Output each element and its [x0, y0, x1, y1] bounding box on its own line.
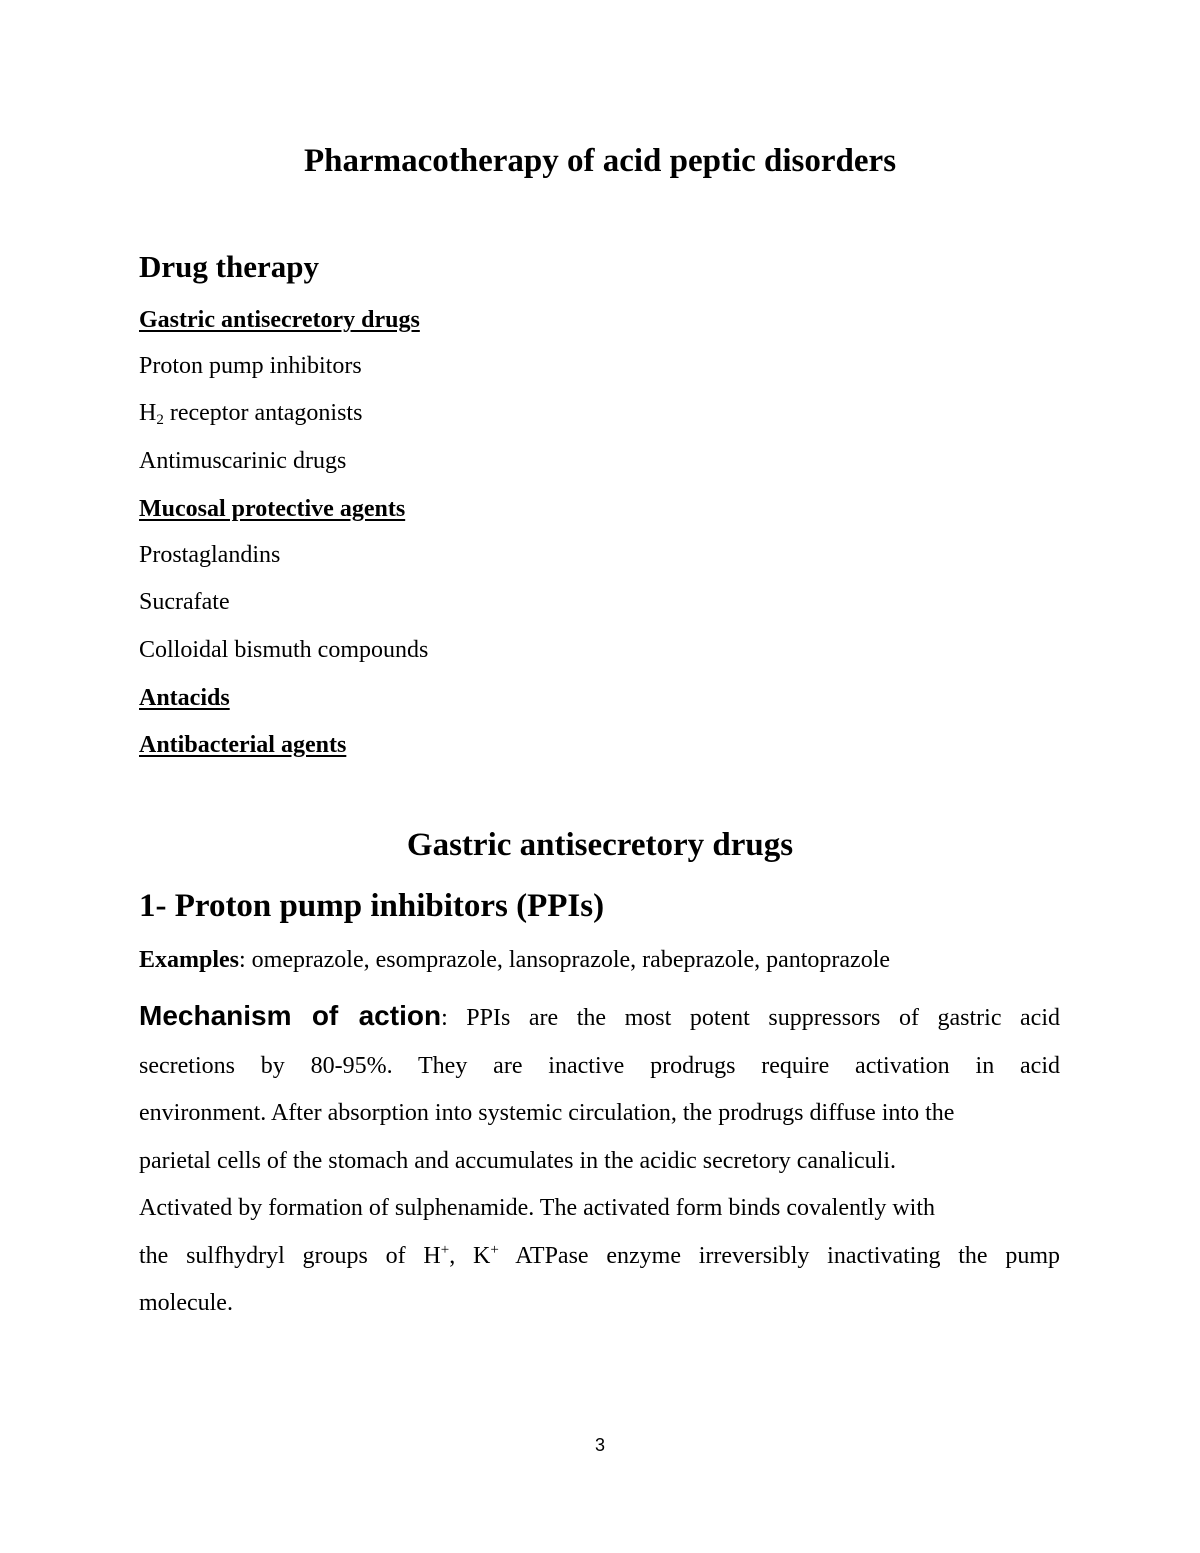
mechanism-line-7: molecule.	[139, 1290, 233, 1316]
mechanism-line-2: secretions by 80-95%. They are inactive prodrugs require activation in acid	[139, 1052, 1060, 1079]
h-plus-superscript: +	[440, 1241, 450, 1258]
category-gastric-antisecretory: Gastric antisecretory drugs	[139, 307, 420, 333]
examples-text: : omeprazole, esomprazole, lansoprazole, rabeprazole, pantoprazole	[239, 947, 891, 973]
mechanism-line-5: Activated by formation of sulphenamide. The activated form binds covalently with	[139, 1195, 936, 1221]
examples-label: Examples	[139, 947, 240, 973]
mechanism-text-1: : PPIs are the most potent suppressors of gastric acid	[441, 1005, 1060, 1031]
mechanism-label: Mechanism of action	[139, 1000, 442, 1031]
k-plus-superscript: +	[490, 1241, 499, 1258]
mechanism-line-6	[139, 1233, 1060, 1281]
category-mucosal-protective: Mucosal protective agents	[139, 496, 406, 522]
mechanism-line-1	[139, 992, 1060, 1043]
category-antibacterial: Antibacterial agents	[139, 732, 347, 758]
page-number: 3	[594, 1435, 605, 1455]
mechanism-paragraph	[139, 992, 1060, 1328]
mechanism-text-6c: ATPase enzyme irreversibly inactivating the pump	[498, 1242, 1060, 1269]
page-title: Pharmacotherapy of acid peptic disorders	[303, 143, 897, 179]
section-subheading: 1- Proton pump inhibitors (PPIs)	[139, 888, 605, 924]
list-item-h2-receptor-antagonists	[139, 398, 362, 428]
examples-line	[139, 945, 890, 975]
h2-subscript: 2	[156, 412, 164, 428]
list-item-antimuscarinic-drugs: Antimuscarinic drugs	[139, 448, 347, 474]
mechanism-line-3: environment. After absorption into systemic circulation, the prodrugs diffuse into the	[139, 1100, 955, 1126]
category-antacids: Antacids	[139, 685, 230, 711]
mechanism-text-6b: , K	[449, 1242, 491, 1269]
list-item-colloidal-bismuth: Colloidal bismuth compounds	[139, 637, 429, 663]
h2-symbol: H	[139, 400, 157, 426]
list-item-proton-pump-inhibitors: Proton pump inhibitors	[139, 353, 362, 379]
mechanism-text-6a: the sulfhydryl groups of H	[139, 1242, 441, 1269]
list-item-sucrafate: Sucrafate	[139, 589, 230, 615]
list-item-prostaglandins: Prostaglandins	[139, 542, 281, 568]
drug-therapy-heading: Drug therapy	[139, 249, 319, 284]
mechanism-line-4: parietal cells of the stomach and accumulates in the acidic secretory canaliculi.	[139, 1147, 896, 1174]
section-heading: Gastric antisecretory drugs	[406, 827, 794, 863]
h2-item-text: receptor antagonists	[169, 400, 363, 426]
